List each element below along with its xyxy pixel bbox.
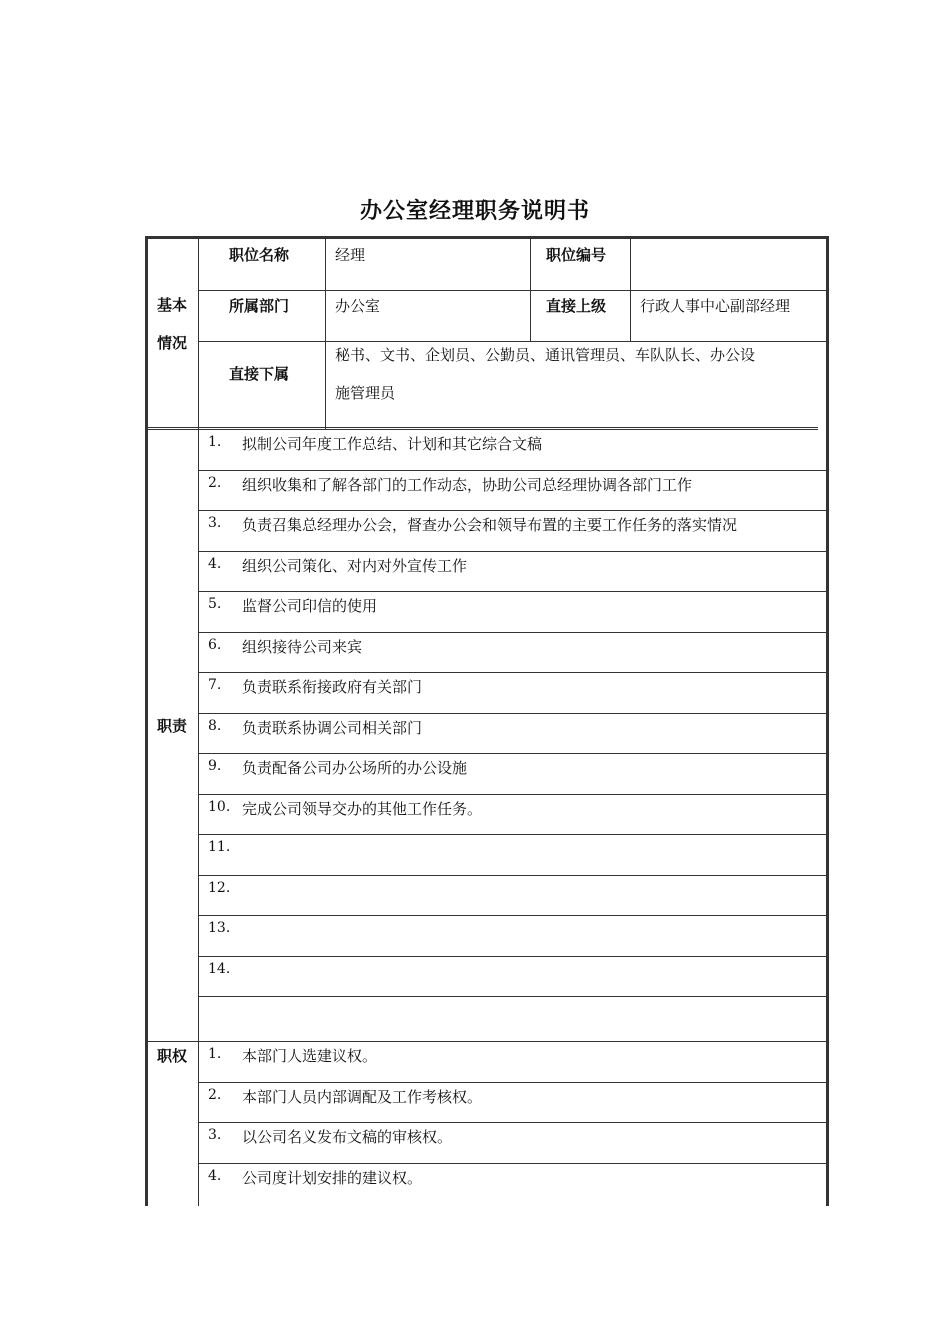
duty-item-text: 拟制公司年度工作总结、计划和其它综合文稿 [242,435,543,453]
duty-item-text: 负责联系协调公司相关部门 [242,718,423,737]
authority-item-text: 以公司名义发布文稿的审核权。 [242,1128,453,1146]
duty-item-text: 组织公司策化、对内对外宣传工作 [242,556,468,575]
subordinates-value: 秘书、文书、企划员、公勤员、通讯管理员、车队队长、办公设 [335,346,756,364]
basic-section-label: 情况 [157,334,188,352]
section-divider [148,1041,826,1042]
row-divider [198,794,826,795]
duty-item-number: 2. [208,474,222,491]
duties-section-label: 职责 [157,717,188,735]
row-divider [198,875,826,876]
duty-item-number: 7. [208,677,222,693]
row-divider [198,672,826,673]
duty-item-text: 负责配备公司办公场所的办公设施 [242,759,468,777]
duty-item-number: 5. [208,596,222,612]
row-divider [198,551,826,552]
duty-item-number: 1. [208,434,222,450]
row-divider [198,510,826,511]
row-divider [198,1122,826,1123]
duty-item-text: 完成公司领导交办的其他工作任务。 [242,799,483,818]
authority-item-number: 4. [208,1167,222,1184]
row-divider [198,1082,826,1083]
label-column-divider [198,239,199,1206]
superior-value: 行政人事中心副部经理 [640,297,791,315]
basic-row-divider [198,290,826,291]
authority-item-number: 1. [208,1046,222,1062]
duty-item-text: 组织接待公司来宾 [242,637,363,656]
duty-item-number: 4. [208,555,222,572]
authority-section-label: 职权 [157,1047,188,1065]
document-title: 办公室经理职务说明书 [359,199,590,224]
row-divider [198,996,826,997]
superior-label: 直接上级 [546,297,607,315]
department-value: 办公室 [335,297,381,315]
row-divider [198,591,826,592]
row-divider [198,632,826,633]
duty-item-number: 12. [208,879,231,896]
authority-item-text: 公司度计划安排的建议权。 [242,1168,423,1187]
duty-item-number: 3. [208,515,222,531]
duty-item-number: 13. [208,920,231,936]
department-label: 所属部门 [229,297,290,315]
subordinates-value: 施管理员 [335,384,396,402]
section-divider [148,427,818,430]
authority-item-text: 本部门人选建议权。 [242,1047,378,1065]
authority-item-number: 2. [208,1086,222,1103]
duty-item-text: 负责召集总经理办公会，督查办公会和领导布置的主要工作任务的落实情况 [242,516,738,534]
row-divider [198,713,826,714]
duty-item-number: 14. [208,960,231,977]
duty-item-text: 负责联系衔接政府有关部门 [242,678,423,696]
duty-item-text: 监督公司印信的使用 [242,597,378,615]
authority-item-number: 3. [208,1127,222,1143]
row-divider [198,470,826,471]
row-divider [198,753,826,754]
duty-item-number: 8. [208,717,222,734]
row-divider [198,834,826,835]
position-name-label: 职位名称 [229,246,290,264]
duty-item-number: 11. [208,839,231,855]
position-code-label: 职位编号 [546,246,607,264]
duty-item-number: 6. [208,636,222,653]
basic-section-label: 基本 [157,296,188,314]
row-divider [198,915,826,916]
duty-item-text: 组织收集和了解各部门的工作动态，协助公司总经理协调各部门工作 [242,475,693,494]
subordinates-label: 直接下属 [229,365,290,383]
authority-item-text: 本部门人员内部调配及工作考核权。 [242,1087,483,1106]
row-divider [198,1163,826,1164]
basic-label-divider [325,239,326,429]
basic-row-divider [198,341,826,342]
position-name-value: 经理 [335,246,366,264]
duty-item-number: 9. [208,758,222,774]
row-divider [198,956,826,957]
duty-item-number: 10. [208,798,231,815]
